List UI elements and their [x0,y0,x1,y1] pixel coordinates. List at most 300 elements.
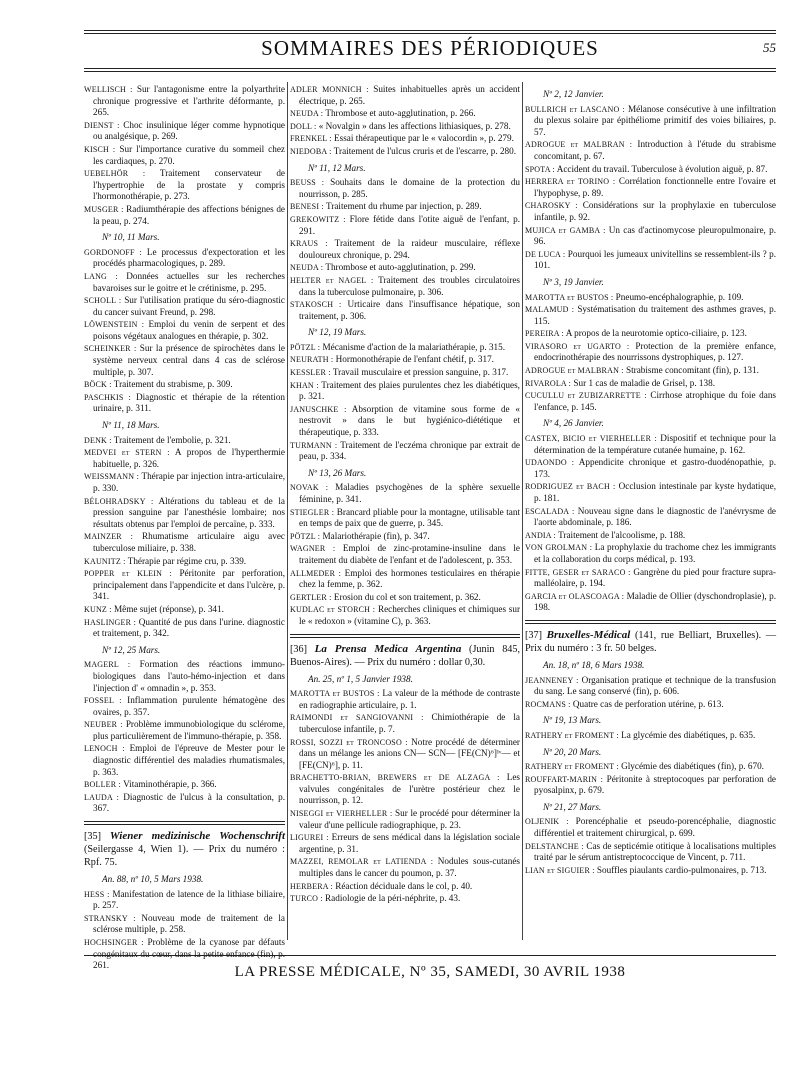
entry-text: Emploi de zinc-protamine-insuline dans le traitement du diabète de l'enfant et de l'adolescent, p. 353. [299,543,520,565]
entry-author: KAUNITZ : [84,556,126,566]
summary-entry [290,133,520,145]
summary-entry [525,292,776,304]
entry-author: MALAMUD : [525,305,575,315]
entry-text: Occlusion intestinale par kyste hydatique, p. 181. [534,481,776,503]
entry-author: NEUBER : [84,720,123,730]
summary-entry [525,457,776,480]
entry-author: POPPER et KLEIN : [84,569,172,579]
summary-entry [84,84,285,119]
entry-author: UEBELHÖR : [84,169,146,179]
entry-text: Nodules sous-cutanés multiples dans le cancer du poumon, p. 37. [299,856,520,879]
entry-author: NIEDOBA : [290,146,332,156]
entry-author: MAGERL : [84,660,131,670]
summary-entry [84,319,285,342]
summary-entry [84,343,285,378]
entry-author: MEDVEI et STERN : [84,448,170,458]
entry-author: ANDIA : [525,530,556,540]
summary-entry [290,238,520,261]
entry-text: Protection de la première enfance, endocrinothérapie des nourrissons dystrophiques, p. 127. [534,340,777,363]
summary-entry [84,271,285,294]
entry-text: Cas de septicémie otitique à localisations multiples traité par le sérum antistreptococcique de Vincent, p. 711. [534,840,776,863]
entry-author: ESCALADA : [525,506,575,516]
entry-text: Péritonite à streptocoques par perforation de pyosalpinx, p. 679. [534,773,776,796]
entry-text: Erosion du col et son traitement, p. 362. [333,591,481,602]
summary-entry [84,913,285,936]
entry-author: BRACHETTO-BRIAN, BREWERS et DE ALZAGA : [290,773,500,783]
summary-entry [290,568,520,591]
summary-entry [84,659,285,694]
header-rule [84,68,776,69]
entry-author: BEUSS : [290,178,325,188]
summary-entry [525,433,776,456]
journal-details: (Seilergasse 4, Wien 1). — Prix du numéro : Rpf. 75. [84,844,285,869]
entry-author: DENK : [84,435,112,445]
entry-author: KISCH : [84,144,116,154]
entry-text: Porencéphalie et pseudo-porencéphalie, diagnostic différentiel et traitement chirurgical, p. 699. [534,816,777,839]
entry-author: MAROTTA et BUSTOS : [525,292,614,302]
summary-entry [290,121,520,133]
entry-text: Malariothérapie (fin), p. 347. [322,530,430,541]
entry-text: Pneumo-encéphalographie, p. 109. [615,291,744,302]
summary-entry [290,832,520,855]
entry-text: A propos de l'hyperthermie habituelle, p. 326. [93,447,285,469]
entry-author: LAUDA : [84,792,120,802]
entry-author: NEUDA : [290,263,324,273]
summary-entry [525,675,776,698]
issue-heading: Nº 21, 27 Mars. [543,801,602,812]
summary-entry [84,144,285,167]
entry-text: Flore fétide dans l'otite aiguë de l'enfant, p. 291. [299,213,520,236]
header-rule [84,71,776,72]
entry-author: GARCIA et OLASCOAGA : [525,591,625,601]
issue-heading: Nº 2, 12 Janvier. [543,89,604,99]
entry-text: Traitement de l'alcoolisme, p. 188. [558,529,686,540]
summary-entry [525,567,776,590]
summary-entry [290,354,520,366]
entry-text: Rhumatisme articulaire aigu avec tuberculose miliaire, p. 338. [93,531,286,553]
entry-author: VON GROLMAN : [525,543,593,553]
entry-text: Sur le procédé pour déterminer la valeur d'une pellicule radiographique, p. 23. [299,808,521,830]
issue-heading: Nº 10, 11 Mars. [102,232,160,243]
entry-author: ADROGUE et MALBRAN : [525,140,633,150]
entry-text: Urticaire dans l'insuffisance hépatique, son traitement, p. 306. [299,299,520,321]
summary-entry [84,496,285,531]
entry-text: Thrombose et auto-agglutination, p. 299. [325,262,476,273]
page-footer: LA PRESSE MÉDICALE, Nº 35, SAMEDI, 30 AVRIL 1938 [234,964,626,980]
issue-heading: Nº 4, 26 Janvier. [543,418,604,429]
entry-text: Glycémie des diabétiques (fin), p. 670. [621,761,764,772]
entry-text: Traitement des troubles circulatoires dans la tuberculose pulmonaire, p. 306. [299,274,520,297]
entry-author: BÉLOHRADSKY : [84,496,154,506]
entry-text: Traitement de la raideur musculaire, réflexe douloureux chronique, p. 294. [299,238,520,260]
entry-author: CUCULLU et ZUBIZARRETTE : [525,391,647,401]
entry-text: Emploi de l'épreuve de Mester pour le diagnostic différentiel des maladies rhumatismales, p. 363. [93,743,285,777]
summary-entry [84,617,285,640]
footer-rule [84,955,776,956]
entry-author: FRENKEL : [290,134,332,144]
entry-author: WELLISCH : [84,85,133,94]
summary-entry [525,200,776,223]
entry-text: Strabisme concomitant (fin), p. 131. [625,365,759,376]
summary-entry [290,592,520,604]
entry-author: LIAN et SIGUIER : [525,865,595,875]
entry-text: Recherches cliniques et chimiques sur le « redoxon » (vitamine C), p. 363. [299,604,521,626]
summary-entry [525,328,776,340]
summary-entry [84,568,285,603]
summary-entry [525,591,776,614]
summary-entry [290,201,520,213]
summary-entry [525,530,776,542]
summary-entry [525,816,776,839]
summary-entry [84,779,285,791]
journal-name: La Prensa Medica Argentina [314,642,462,655]
issue-heading: Nº 13, 26 Mars. [308,467,367,478]
entry-text: Inflammation purulente hématogène des ovaires, p. 357. [93,695,285,717]
issue-heading: Nº 11, 12 Mars. [308,162,366,173]
entry-author: LÖWENSTEIN : [84,320,145,330]
summary-entry [84,435,285,447]
entry-author: LENOCH : [84,744,125,754]
entry-author: DIENST : [84,120,120,130]
entry-author: TURMANN : [290,440,338,450]
summary-entry [84,379,285,391]
entry-author: CHAROSKY : [525,201,578,211]
entry-author: ALLMEDER : [290,568,342,578]
entry-author: UDAONDO : [525,458,575,468]
entry-text: Diagnostic de l'ulcus à la consultation, p. 367. [93,791,286,814]
entry-text: Traitement de l'embolie, p. 321. [113,434,231,445]
entry-text: Sur la présence de spirochètes dans le système nerveux central dans 4 cas de sclérose multiple, p. 307. [93,343,285,377]
page-header [84,34,776,64]
entry-author: NISEGGI et VIERHELLER : [290,809,393,819]
summary-entry [290,737,520,772]
journal-rule [525,620,776,624]
summary-entry [84,392,285,415]
entry-author: VIRASORO et UGARTO : [525,341,630,351]
summary-entry [525,304,776,327]
entry-text: Sur l'importance curative du sommeil chez les cardiaques, p. 270. [93,143,285,166]
entry-author: PEREIRA : [525,329,564,339]
issue-heading: Nº 3, 19 Janvier. [543,276,604,287]
summary-entry [84,168,285,203]
entry-author: RODRIGUEZ et BACH : [525,482,616,492]
entry-author: MUSGER : [84,204,124,214]
entry-author: BOLLER : [84,780,121,790]
entry-author: RATHERY et FROMENT : [525,730,619,740]
journal-details: (141, rue Belliart, Bruxelles). — Prix du numéro : 3 fr. 50 belges. [525,629,777,654]
entry-text: Altérations du tableau et de la pression sanguine par l'anesthésie lombaire; nos résultats obtenus par l'emploi de percaïne, p. 333. [93,495,285,529]
entry-author: WAGNER : [290,544,336,554]
entry-text: Travail musculaire et pression sanguine, p. 317. [332,367,509,378]
entry-text: Thérapie par injection intra-articulaire, p. 330. [93,471,285,493]
journal-number: [36] [290,643,307,655]
summary-entry [290,84,520,107]
summary-entry [290,856,520,879]
summary-entry [290,262,520,274]
entry-author: WEISSMANN : [84,472,140,482]
entry-text: La prophylaxie du trachome chez les immigrants et la collaboration du corps médical, p. 193. [534,542,776,564]
entry-text: Traitement du rhume par injection, p. 289. [325,201,482,212]
entry-text: Accident du travail. Tuberculose à évolution aiguë, p. 87. [556,163,768,174]
entry-text: Souffles piaulants cardio-pulmonaires, p. 713. [596,864,767,875]
entry-author: PÖTZL : [290,531,321,541]
issue-heading: Nº 20, 20 Mars. [543,746,602,757]
entry-text: Dispositif et technique pour la détermination de la température cutanée humaine, p. 162. [534,433,776,455]
entry-author: GERTLER : [290,592,332,602]
summary-entry [84,471,285,494]
summary-entry [290,108,520,120]
top-double-rule [84,30,776,31]
journal-number: [37] [525,629,542,641]
entry-text: Traitement des plaies purulentes chez les diabétiques, p. 321. [299,379,520,402]
summary-entry [525,249,776,272]
journal-rule [290,634,520,638]
summary-entry [84,447,285,470]
entry-author: NEURATH : [290,355,334,365]
entry-text: Thérapie par régime cru, p. 339. [127,555,247,566]
entry-text: La valeur de la méthode de contraste en radiographie articulaire, p. 1. [299,688,521,710]
column-divider [287,82,288,940]
entry-text: A propos de la neurotomie optico-ciliaire, p. 123. [565,328,747,339]
entry-text: Manifestation de latence de la lithiase biliaire, p. 257. [93,888,285,911]
journal-number: [35] [84,831,101,843]
entry-author: FOSSEL : [84,696,122,706]
entry-author: RAIMONDI et SANGIOVANNI : [290,713,424,723]
entry-text: Quantité de pus dans l'urine. diagnostic et traitement, p. 342. [93,616,285,639]
entry-text: Radiologie de la péri-néphrite, p. 43. [325,893,461,904]
summary-entry [84,295,285,318]
summary-entry [290,712,520,735]
entry-author: JANUSCHKE : [290,404,347,414]
page-title: SOMMAIRES DES PÉRIODIQUES [261,36,599,60]
summary-entry [290,507,520,530]
summary-entry [290,531,520,543]
issue-heading: An. 18, nº 18, 6 Mars 1938. [543,659,645,670]
entry-text: « Novalgin » dans les affections lithiasiques, p. 278. [318,120,511,131]
entry-author: MAZZEI, REMOLAR et LATIENDA : [290,857,434,867]
entry-author: HERRERA et TORINO : [525,177,616,187]
entry-text: Vitaminothérapie, p. 366. [123,779,217,790]
entry-author: FITTE, GESER et SARACO : [525,567,631,577]
summary-entry [290,881,520,893]
summary-entry [290,482,520,505]
summary-entry [525,542,776,565]
issue-heading: Nº 12, 19 Mars. [308,327,367,338]
entry-author: STRANSKY : [84,913,136,923]
entry-text: Mécanisme d'action de la malariathérapie, p. 315. [322,341,506,352]
entry-text: Absorption de vitamine sous forme de « nestrovit » dans le but hygiénico-diététique et thérapeutique, p. 333. [299,403,520,438]
journal-heading [290,643,520,669]
entry-author: DE LUCA : [525,249,566,259]
entry-text: Sur l'antagonisme entre la polyarthrite chronique progressive et l'arthrite déformante, p. 265. [93,84,285,118]
entry-text: Nouveau signe dans le diagnostic de l'anévrysme de l'aorte abdominale, p. 186. [534,505,776,528]
summary-entry [525,390,776,413]
issue-heading: Nº 11, 18 Mars. [102,420,160,431]
summary-entry [525,730,776,742]
summary-entry [525,761,776,773]
entry-text: Mélanose consécutive à une infiltration du plexus solaire par épithéliome primitif des voies biliaires, p. 57. [534,103,776,137]
column-3 [525,84,776,877]
summary-entry [84,204,285,227]
entry-author: STAKOSCH : [290,300,342,310]
entry-author: NEUDA : [290,109,324,119]
issue-heading: An. 88, nº 10, 5 Mars 1938. [102,874,204,885]
summary-entry [290,808,520,831]
summary-entry [290,275,520,298]
summary-entry [525,341,776,364]
entry-text: Le processus d'expectoration et les procédés pharmacologiques, p. 289. [93,246,286,269]
entry-text: Cirrhose atrophique du foie dans l'enfance, p. 145. [534,390,776,412]
entry-author: HOCHSINGER : [84,938,144,947]
entry-text: Thrombose et auto-agglutination, p. 266. [325,108,476,119]
summary-entry [525,176,776,199]
entry-text: Brancard pliable pour la montagne, utilisable tant en temps de paix que de guerre, p. 345. [299,506,521,529]
entry-text: Gangrène du pied pour fracture supra-malléolaire, p. 194. [534,566,776,589]
entry-author: MUJICA et GAMBA : [525,225,606,235]
entry-author: SCHOLL : [84,296,122,306]
summary-entry [84,604,285,616]
summary-entry [525,506,776,529]
entry-text: Maladies psychogènes de la sphère sexuelle féminine, p. 341. [299,482,521,504]
summary-entry [290,440,520,463]
entry-text: Péritonite par perforation, principalement dans l'appendicite et dans l'ulcère, p. 341. [93,568,286,602]
summary-entry [84,120,285,143]
entry-text: Introduction à l'étude du strabisme concomitant, p. 67. [534,139,776,161]
entry-author: SPOTA : [525,164,555,174]
entry-author: PASCHKIS : [84,392,131,402]
entry-text: Erreurs de sens médical dans la législation sociale argentine, p. 31. [299,832,520,854]
summary-entry [290,688,520,711]
summary-entry [290,214,520,237]
entry-author: LIGUREI : [290,833,329,843]
summary-entry [290,772,520,807]
column-1 [84,84,285,973]
entry-text: Considérations sur la prophylaxie en tuberculose infantile, p. 92. [534,200,777,222]
entry-text: Traitement conservateur de l'hypertrophie de la prostate y compris l'hormonothérapie, p. 273. [93,168,285,202]
entry-text: Les valvules congénitales de l'urètre postérieur chez le nourrisson, p. 12. [299,772,520,806]
entry-author: KUDLAC et STORCH : [290,605,376,615]
summary-entry [290,404,520,439]
entry-text: Corrélation fonctionnelle entre l'ovaire et l'hypophyse, p. 89. [534,176,776,198]
entry-author: BÖCK : [84,380,112,390]
entry-text: Un cas d'actinomycose pleuropulmonaire, p. 96. [534,224,776,247]
summary-entry [525,774,776,797]
summary-entry [525,225,776,248]
entry-author: MAROTTA et BUSTOS : [290,689,380,699]
journal-name: Bruxelles-Médical [546,628,631,641]
entry-author: DOLL : [290,121,317,131]
entry-text: Hormonothérapie de l'enfant chétif, p. 317. [335,354,494,365]
summary-entry [525,865,776,877]
journal-rule [84,821,285,825]
entry-text: Appendicite chronique et gastro-duodénopathie, p. 173. [534,457,776,479]
summary-entry [290,367,520,379]
entry-text: Même sujet (réponse), p. 341. [113,603,224,614]
summary-entry [525,481,776,504]
issue-heading: Nº 12, 25 Mars. [102,644,161,655]
summary-entry [525,841,776,864]
entry-author: ROCMANS : [525,699,571,709]
entry-text: Suites inhabituelles après un accident électrique, p. 265. [299,84,521,106]
entry-text: Organisation pratique et technique de la transfusion du sang. Le sang conservé (fin), p. 606. [534,674,776,697]
entry-text: Formation des réactions immuno-biologiques dans l'auto-hémo-injection et dans l'injection d' « omnadin », p. 353. [93,659,285,693]
entry-author: HELTER et NAGEL : [290,275,374,285]
entry-author: STIEGLER : [290,507,335,517]
entry-text: Réaction déciduale dans le col, p. 40. [335,880,473,891]
summary-entry [84,792,285,815]
entry-author: KRAUS : [290,239,328,249]
summary-entry [84,531,285,554]
entry-author: GORDONOFF : [84,247,142,257]
entry-text: Emploi des hormones testiculaires en thérapie chez la femme, p. 362. [299,567,521,590]
entry-author: MAINZER : [84,532,134,542]
entry-text: Données actuelles sur les recherches bavaroises sur le goitre et le crétinisme, p. 295. [93,270,286,293]
summary-entry [290,604,520,627]
entry-author: ADLER MONNICH : [290,85,369,94]
entry-text: Traitement du strabisme, p. 309. [113,379,233,390]
entry-text: Essai thérapeutique par le « valocordin », p. 279. [334,133,514,144]
summary-entry [525,164,776,176]
summary-entry [525,378,776,390]
entry-author: CASTEX, BICIO et VIERHELLER : [525,434,657,444]
entry-text: Traitement de l'eczéma chronique par extrait de peau, p. 334. [299,439,520,462]
summary-entry [290,380,520,403]
entry-author: DELSTANCHE : [525,841,584,851]
journal-heading [84,830,285,869]
entry-text: Traitement de l'ulcus cruris et de l'escarre, p. 280. [333,145,517,156]
entry-text: Souhaits dans le domaine de la protection du nourrisson, p. 285. [299,177,521,199]
entry-text: Maladie de Ollier (dyschondroplasie), p. 198. [534,590,777,613]
entry-author: LANG : [84,271,118,281]
entry-author: NOVAK : [290,483,329,493]
entry-author: JEANNENEY : [525,675,579,685]
journal-details: (Junin 845, Buenos-Aires). — Prix du numéro : dollar 0,30. [290,643,521,668]
entry-author: KESSLER : [290,368,331,378]
journal-heading [525,629,776,655]
column-2 [290,84,520,906]
entry-author: KHAN : [290,380,319,390]
entry-text: Problème de la cyanose par défauts congénitaux du cœur, dans la petite enfance (fin), p. 261. [93,937,286,971]
summary-entry [525,139,776,162]
entry-author: RIVAROLA : [525,378,572,388]
entry-text: Pourquoi les jumeaux univitellins se ressemblent-ils ? p. 101. [534,248,777,271]
entry-author: ROSSI, SOZZI et TRONCOSO : [290,737,408,747]
entry-text: Systématisation du traitement des asthmes graves, p. 115. [534,304,776,326]
entry-text: Emploi du venin de serpent et des poisons végétaux analogues en thérapie, p. 302. [93,319,286,341]
entry-text: Chimiothérapie de la tuberculose infantile, p. 7. [299,712,521,734]
summary-entry [84,743,285,778]
entry-author: HESS : [84,889,110,899]
summary-entry [84,695,285,718]
summary-entry [290,543,520,566]
entry-author: BULLRICH et LASCANO : [525,104,625,114]
entry-author: KUNZ : [84,604,112,614]
summary-entry [290,342,520,354]
summary-entry [525,699,776,711]
summary-entry [290,146,520,158]
entry-author: TURCO : [290,894,323,904]
entry-text: Diagnostic et thérapie de la rétention urinaire, p. 311. [93,391,286,414]
summary-entry [525,104,776,139]
journal-name: Wiener medizinische Wochenschrift [109,830,285,843]
entry-text: La glycémie des diabétiques, p. 635. [621,729,756,740]
entry-author: SCHEINKER : [84,344,137,354]
summary-entry [84,247,285,270]
entry-author: RATHERY et FROMENT : [525,762,619,772]
entry-author: ROUFFART-MARIN : [525,774,604,784]
entry-text: Choc insulinique léger comme hypnotique ou analgésique, p. 269. [93,119,286,142]
entry-text: Quatre cas de perforation utérine, p. 613. [572,698,724,709]
